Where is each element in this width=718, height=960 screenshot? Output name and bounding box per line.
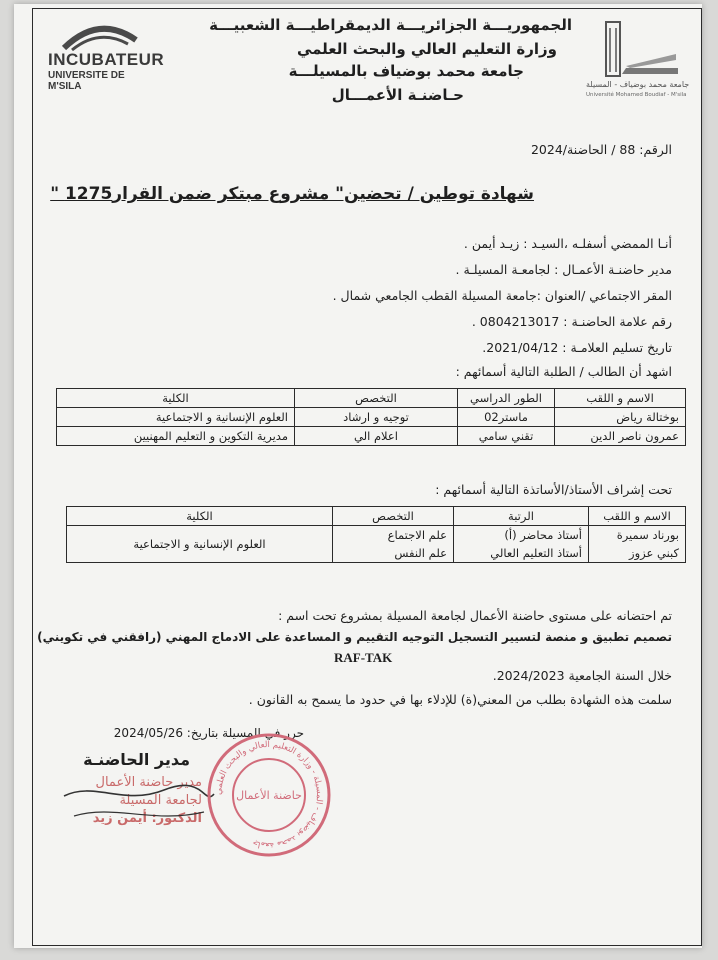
table-cell: مديرية التكوين و التعليم المهنيين [57,427,295,446]
project-name: تصميم تطبيق و منصة لتسيير التسجيل التوجيه التقييم و المساعدة على الادماج المهني (رافقني في تكويني) [37,630,672,644]
table-row [57,408,686,427]
header-cell: التخصص [333,507,454,526]
intro-label-number: رقم علامة الحاضنـة : 0804213017 . [471,314,672,329]
stamp-line: الدكتور: أيمن زيد [92,811,202,826]
incubateur-logo [44,18,165,98]
header-university: جامعة محمد بوضياف بالمسيلـــة [288,62,524,80]
supervisors-intro: تحت إشراف الأستاذ/الأساتذة التالية أسمائهم : [435,482,672,497]
header-cell: الاسم و اللقب [589,507,686,526]
project-acronym: RAF-TAK [334,650,393,665]
issuance-statement: سلمت هذه الشهادة بطلب من المعني(ة) للإدلاء بها في حدود ما يسمح به القانون . [248,692,672,707]
table-cell: أستاذ التعليم العالي [454,544,589,563]
table-row [67,526,686,545]
stamp-line: مدير حاضنة الأعمال [95,775,202,790]
table-cell: بوختالة رياض [555,408,686,427]
header-republic: الجمهوريـــة الجزائريـــة الديمقراطيـــة الشعبيـــة [209,16,572,34]
header-ministry: وزارة التعليم العالي والبحث العلمي [296,40,557,58]
table-cell: كبني عزوز [589,544,686,563]
table-row [57,427,686,446]
place-date: حرر في المسيلة بتاريخ: 2024/05/26 [113,726,304,740]
table-cell: العلوم الإنسانية و الاجتماعية [57,408,295,427]
header-cell: التخصص [295,389,458,408]
university-emblem-icon [586,18,686,80]
intro-address: المقر الاجتماعي /العنوان :جامعة المسيلة القطب الجامعي شمال . [332,288,672,303]
certificate-title: شهادة توطين / تحضين" مشروع مبتكر ضمن القرار1275 " [50,184,534,204]
logo-caption-fr: Université Mohamed Boudiaf - M'sila [586,92,687,98]
document-page [14,4,702,948]
header-cell: الرتبة [454,507,589,526]
incubation-statement: تم احتضانه على مستوى حاضنة الأعمال لجامعة المسيلة بمشروع تحت اسم : [278,608,672,623]
intro-label-date: تاريخ تسليم العلامـة : 2021/04/12. [482,340,672,355]
signatory-title: مدير الحاضنـة [83,750,190,769]
table-cell: توجيه و ارشاد [295,408,458,427]
table-cell: علم الاجتماع [333,526,454,545]
table-cell: عمرون ناصر الدين [555,427,686,446]
reference-number: الرقم: 88 / الحاضنة/2024 [530,142,672,157]
table-cell: العلوم الإنسانية و الاجتماعية [67,526,333,563]
university-logo [586,18,690,108]
official-seal [204,730,334,860]
academic-year: خلال السنة الجامعية 2024/2023. [492,668,672,683]
table-header-row [57,389,686,408]
header-cell: الكلية [67,507,333,526]
intro-signatory: أنـا الممضي أسفلـه ،السيـد : زيـد أيمن . [463,236,672,251]
table-cell: اعلام الي [295,427,458,446]
table-cell: تقني سامي [458,427,555,446]
table-cell: علم النفس [333,544,454,563]
stamp-line: لجامعة المسيلة [119,793,202,808]
header-cell: الاسم و اللقب [555,389,686,408]
header-incubator: حـاضنـة الأعمـــال [331,86,464,104]
table-cell: بورناد سميرة [589,526,686,545]
logo-caption-ar: جامعة محمد بوضياف - المسيلة [586,80,690,89]
intro-director: مدير حاضنـة الأعمـال : لجامعـة المسيلـة . [455,262,672,277]
incubateur-arch-icon [44,18,154,52]
table-cell: ماستر02 [458,408,555,427]
students-table [56,388,686,446]
table-cell: أستاذ محاضر (أ) [454,526,589,545]
intro-students: اشهد أن الطالب / الطلبة التالية أسمائهم : [455,364,672,379]
handwritten-signature [54,776,224,856]
logo-text-line2: UNIVERSITE DE M'SILA [48,70,125,92]
header-cell: الكلية [57,389,295,408]
table-header-row [67,507,686,526]
seal-center-text: حاضنة الأعمال [236,789,302,802]
logo-text-line1: INCUBATEUR [48,50,165,69]
seal-icon [204,730,334,860]
supervisors-table [66,506,686,563]
header-cell: الطور الدراسي [458,389,555,408]
seal-ring-text: جامعة محمد بوضياف - المسيلة - وزارة التعليم العالي والبحث العلمي [213,739,325,851]
